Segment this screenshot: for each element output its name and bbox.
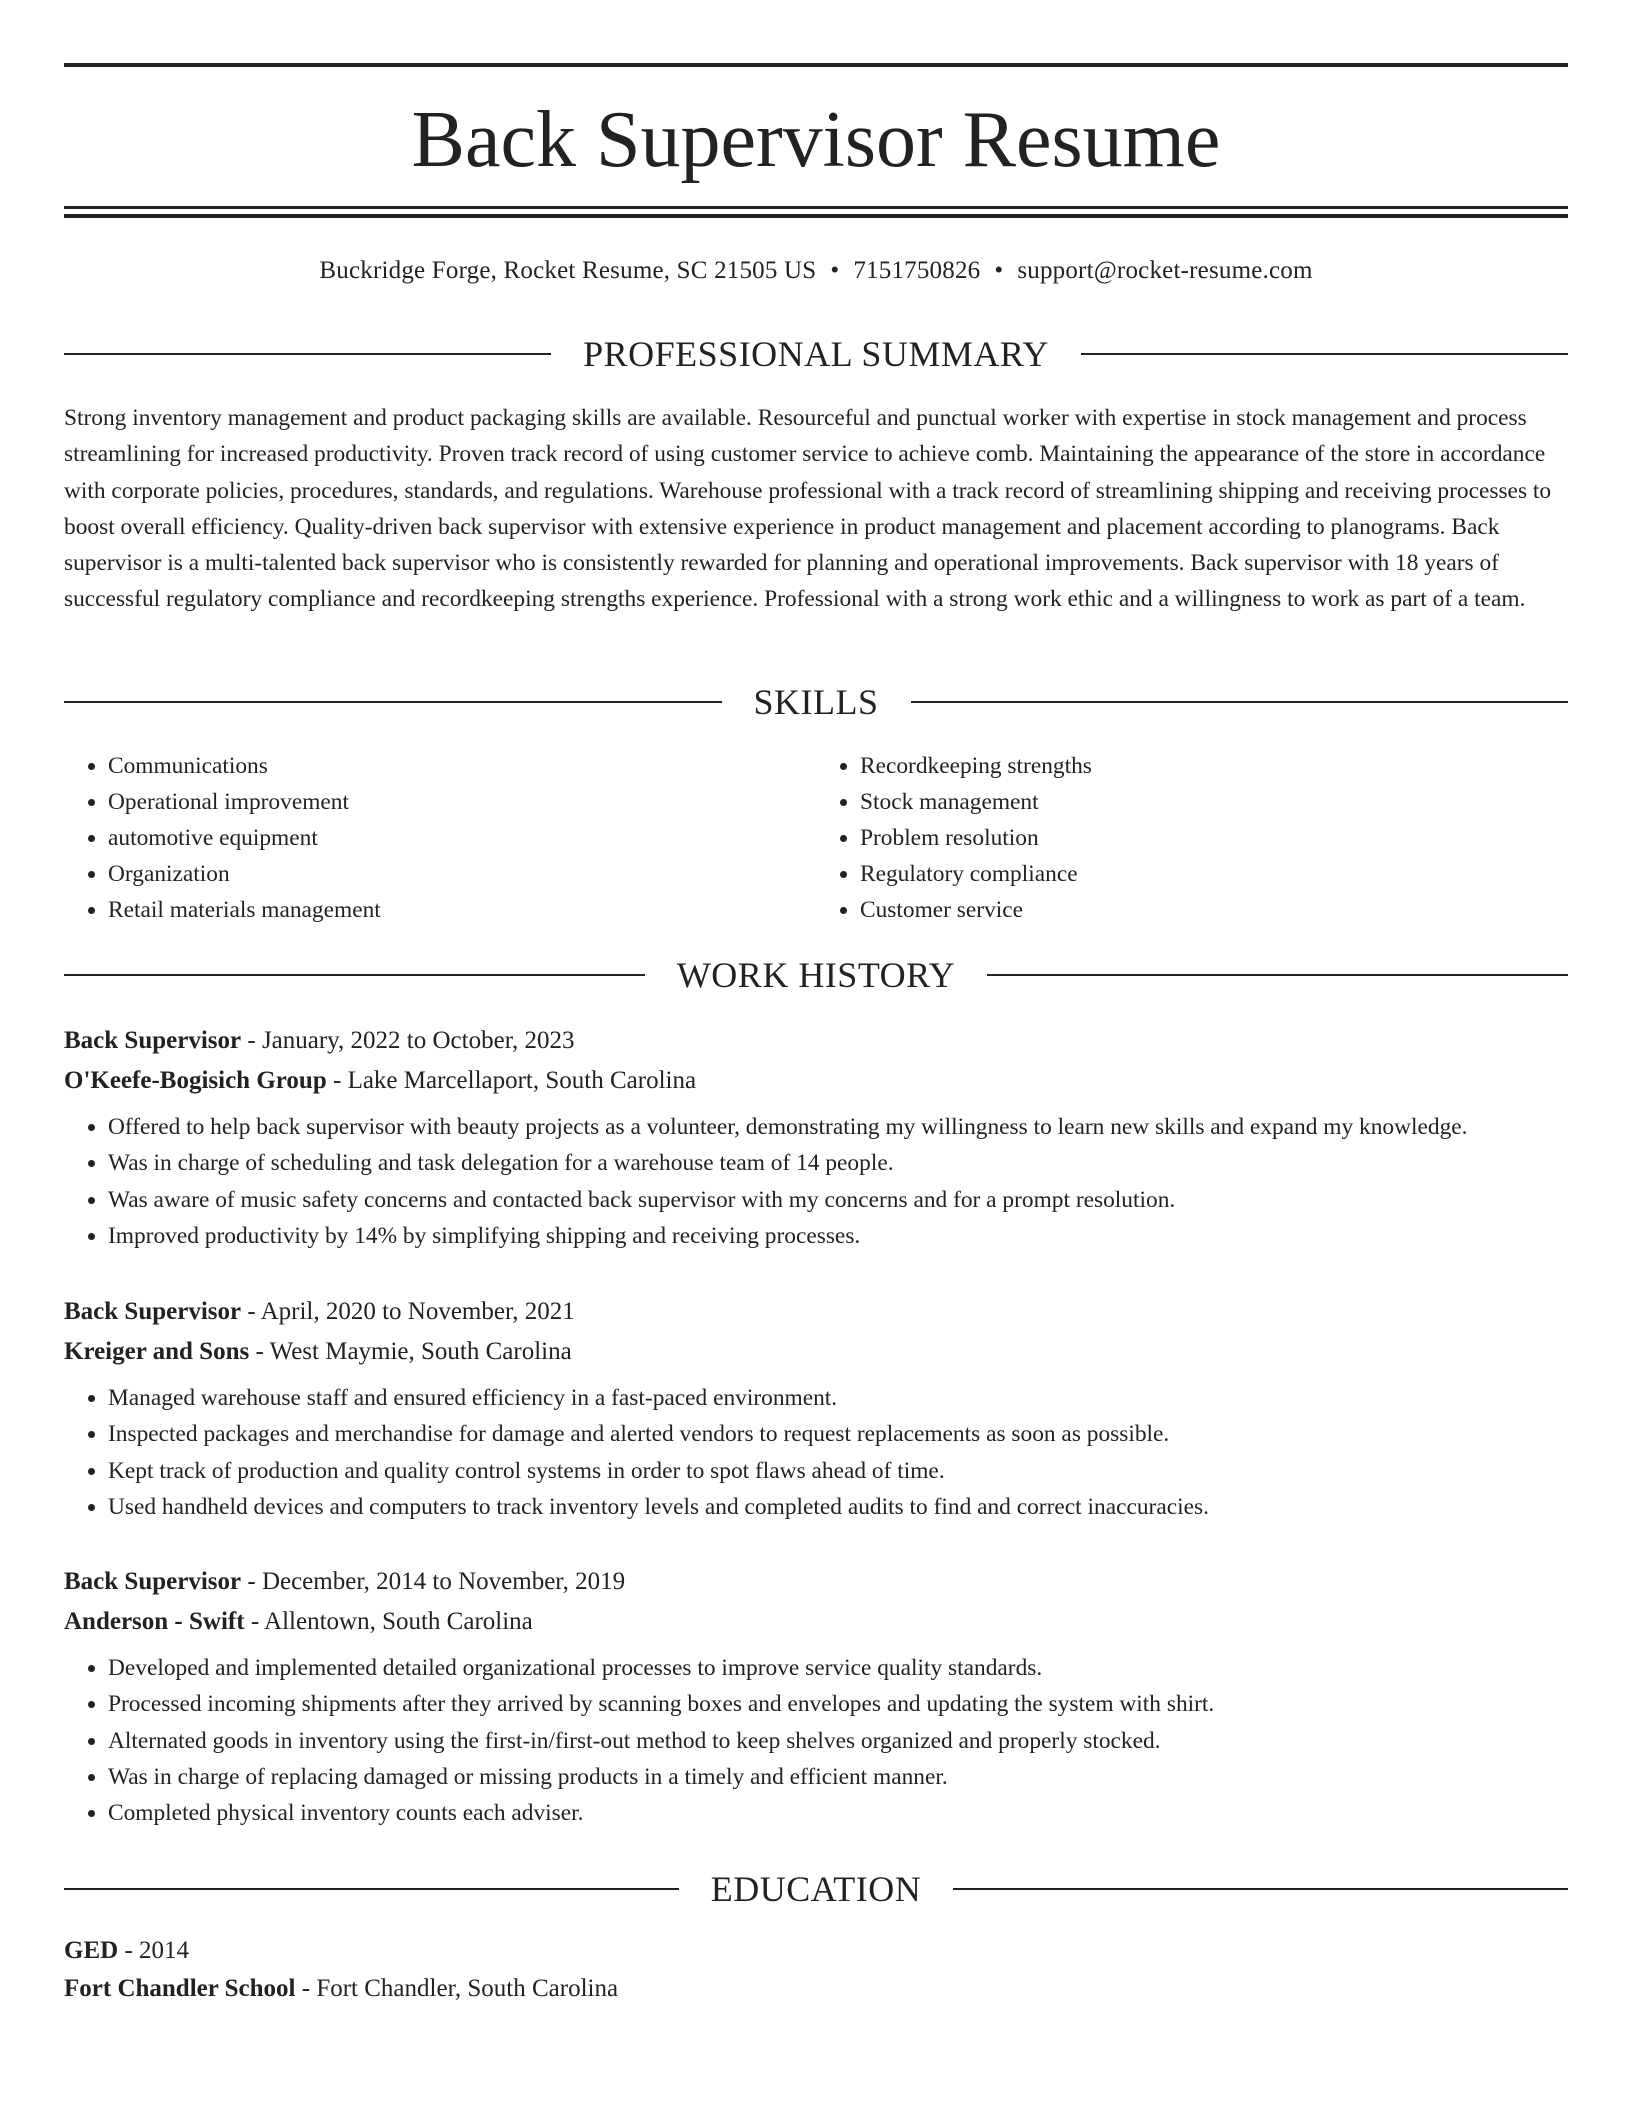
summary-heading: PROFESSIONAL SUMMARY	[583, 334, 1049, 374]
title-rule-lower	[64, 214, 1568, 218]
job-bullet: • Was aware of music safety concerns and contacted back supervisor with my concerns and for a prompt resolution.	[108, 1182, 1584, 1218]
job-dates: January, 2022 to October, 2023	[261, 1027, 575, 1054]
job-bullet: • Developed and implemented detailed organizational processes to improve service quality standards.	[108, 1650, 1584, 1686]
skills-section-heading	[64, 677, 1568, 727]
job-title: Back Supervisor	[64, 1298, 242, 1325]
education-degree-row: GED - 2014	[64, 1937, 190, 1964]
job-dates: December, 2014 to November, 2019	[261, 1568, 626, 1595]
job-title-row: Back Supervisor - April, 2020 to November, 2021	[64, 1298, 575, 1325]
education-location: Fort Chandler, South Carolina	[316, 1975, 619, 2002]
job-title-row: Back Supervisor - December, 2014 to November, 2019	[64, 1568, 626, 1595]
skills-heading: SKILLS	[753, 682, 879, 722]
skill-item: • Organization	[108, 856, 816, 892]
contact-phone: 7151750826	[853, 257, 981, 284]
job-bullet: • Managed warehouse staff and ensured efficiency in a fast-paced environment.	[108, 1380, 1584, 1416]
job-bullet: • Improved productivity by 14% by simplifying shipping and receiving processes.	[108, 1218, 1584, 1254]
job-location: Lake Marcellaport, South Carolina	[347, 1067, 697, 1094]
education-section-heading	[64, 1864, 1568, 1914]
job-bullet: • Offered to help back supervisor with beauty projects as a volunteer, demonstrating my willingness to learn new skills and expand my knowledge.	[108, 1109, 1584, 1145]
heading-rule	[987, 974, 1568, 976]
job-bullets	[64, 1650, 1584, 1831]
work-section-heading	[64, 950, 1568, 1000]
contact-line	[64, 254, 1568, 288]
top-rule	[64, 63, 1568, 67]
job-entry	[64, 1562, 1584, 1831]
job-title-row: Back Supervisor - January, 2022 to October, 2023	[64, 1027, 575, 1054]
heading-rule	[1081, 353, 1568, 355]
job-entry	[64, 1292, 1584, 1525]
job-company-row: Kreiger and Sons - West Maymie, South Carolina	[64, 1338, 572, 1365]
heading-rule	[64, 701, 722, 703]
skills-column-left	[64, 748, 816, 928]
job-bullet: • Was in charge of replacing damaged or missing products in a timely and efficient manner.	[108, 1759, 1584, 1795]
summary-text: Strong inventory management and product packaging skills are available. Resourceful and punctual worker with expertise in stock management and process streamlining for increased productivity. Proven track record of using customer service to achieve comb. Maintaining the appearance of the store in accordance with corporate policies, procedures, standards, and regulations. Warehouse professional with a track record of streamlining shipping and receiving processes to boost overall efficiency. Quality-driven back supervisor with extensive experience in product management and placement according to planograms. Back supervisor is a multi-talented back supervisor who is consistently rewarded for planning and operational improvements. Back supervisor with 18 years of successful regulatory compliance and recordkeeping strengths experience. Professional with a strong work ethic and a willingness to work as part of a team.	[64, 405, 1552, 613]
job-company: O'Keefe-Bogisich Group	[64, 1067, 327, 1094]
summary-section-heading	[64, 329, 1568, 379]
job-title: Back Supervisor	[64, 1568, 242, 1595]
education-year: 2014	[139, 1937, 190, 1964]
heading-rule	[911, 701, 1569, 703]
job-bullets	[64, 1109, 1584, 1254]
contact-email: support@rocket-resume.com	[1017, 257, 1313, 284]
heading-rule	[64, 1888, 679, 1890]
job-bullet: • Inspected packages and merchandise for damage and alerted vendors to request replacements as soon as possible.	[108, 1416, 1584, 1452]
skill-item: • Problem resolution	[860, 820, 1568, 856]
education-school-row: Fort Chandler School - Fort Chandler, South Carolina	[64, 1975, 619, 2002]
job-location: West Maymie, South Carolina	[269, 1338, 572, 1365]
job-bullet: • Completed physical inventory counts each adviser.	[108, 1795, 1584, 1831]
job-dates: April, 2020 to November, 2021	[260, 1298, 575, 1325]
contact-separator: •	[830, 257, 840, 284]
skill-item: • automotive equipment	[108, 820, 816, 856]
skill-item: • Communications	[108, 748, 816, 784]
education-heading: EDUCATION	[710, 1869, 922, 1909]
job-company: Kreiger and Sons	[64, 1338, 250, 1365]
job-bullet: • Used handheld devices and computers to track inventory levels and completed audits to find and correct inaccuracies.	[108, 1489, 1584, 1525]
job-bullet: • Alternated goods in inventory using the first-in/first-out method to keep shelves organized and properly stocked.	[108, 1723, 1584, 1759]
contact-separator: •	[994, 257, 1004, 284]
education-entry	[64, 1932, 1568, 2008]
skill-item: • Recordkeeping strengths	[860, 748, 1568, 784]
heading-rule	[64, 353, 551, 355]
job-bullet: • Kept track of production and quality control systems in order to spot flaws ahead of time.	[108, 1453, 1584, 1489]
job-bullet: • Processed incoming shipments after they arrived by scanning boxes and envelopes and updating the system with shirt.	[108, 1686, 1584, 1722]
job-company: Anderson - Swift	[64, 1608, 245, 1635]
job-company-row: Anderson - Swift - Allentown, South Carolina	[64, 1608, 533, 1635]
contact-address: Buckridge Forge, Rocket Resume, SC 21505 US	[319, 257, 817, 284]
job-company-row: O'Keefe-Bogisich Group - Lake Marcellaport, South Carolina	[64, 1067, 697, 1094]
heading-rule	[64, 974, 645, 976]
job-title: Back Supervisor	[64, 1027, 242, 1054]
skill-item: • Regulatory compliance	[860, 856, 1568, 892]
skill-item: • Retail materials management	[108, 892, 816, 928]
skill-item: • Operational improvement	[108, 784, 816, 820]
education-school: Fort Chandler School	[64, 1975, 296, 2002]
job-entry	[64, 1021, 1584, 1254]
job-bullets	[64, 1380, 1584, 1525]
page-title: Back Supervisor Resume	[411, 96, 1221, 184]
skills-column-right	[816, 748, 1568, 928]
skill-item: • Stock management	[860, 784, 1568, 820]
work-heading: WORK HISTORY	[676, 955, 956, 995]
skills-list	[64, 748, 1568, 928]
heading-rule	[953, 1888, 1568, 1890]
title-rule-upper	[64, 206, 1568, 209]
skill-item: • Customer service	[860, 892, 1568, 928]
job-bullet: • Was in charge of scheduling and task delegation for a warehouse team of 14 people.	[108, 1145, 1584, 1181]
job-location: Allentown, South Carolina	[264, 1608, 533, 1635]
education-degree: GED	[64, 1937, 119, 1964]
